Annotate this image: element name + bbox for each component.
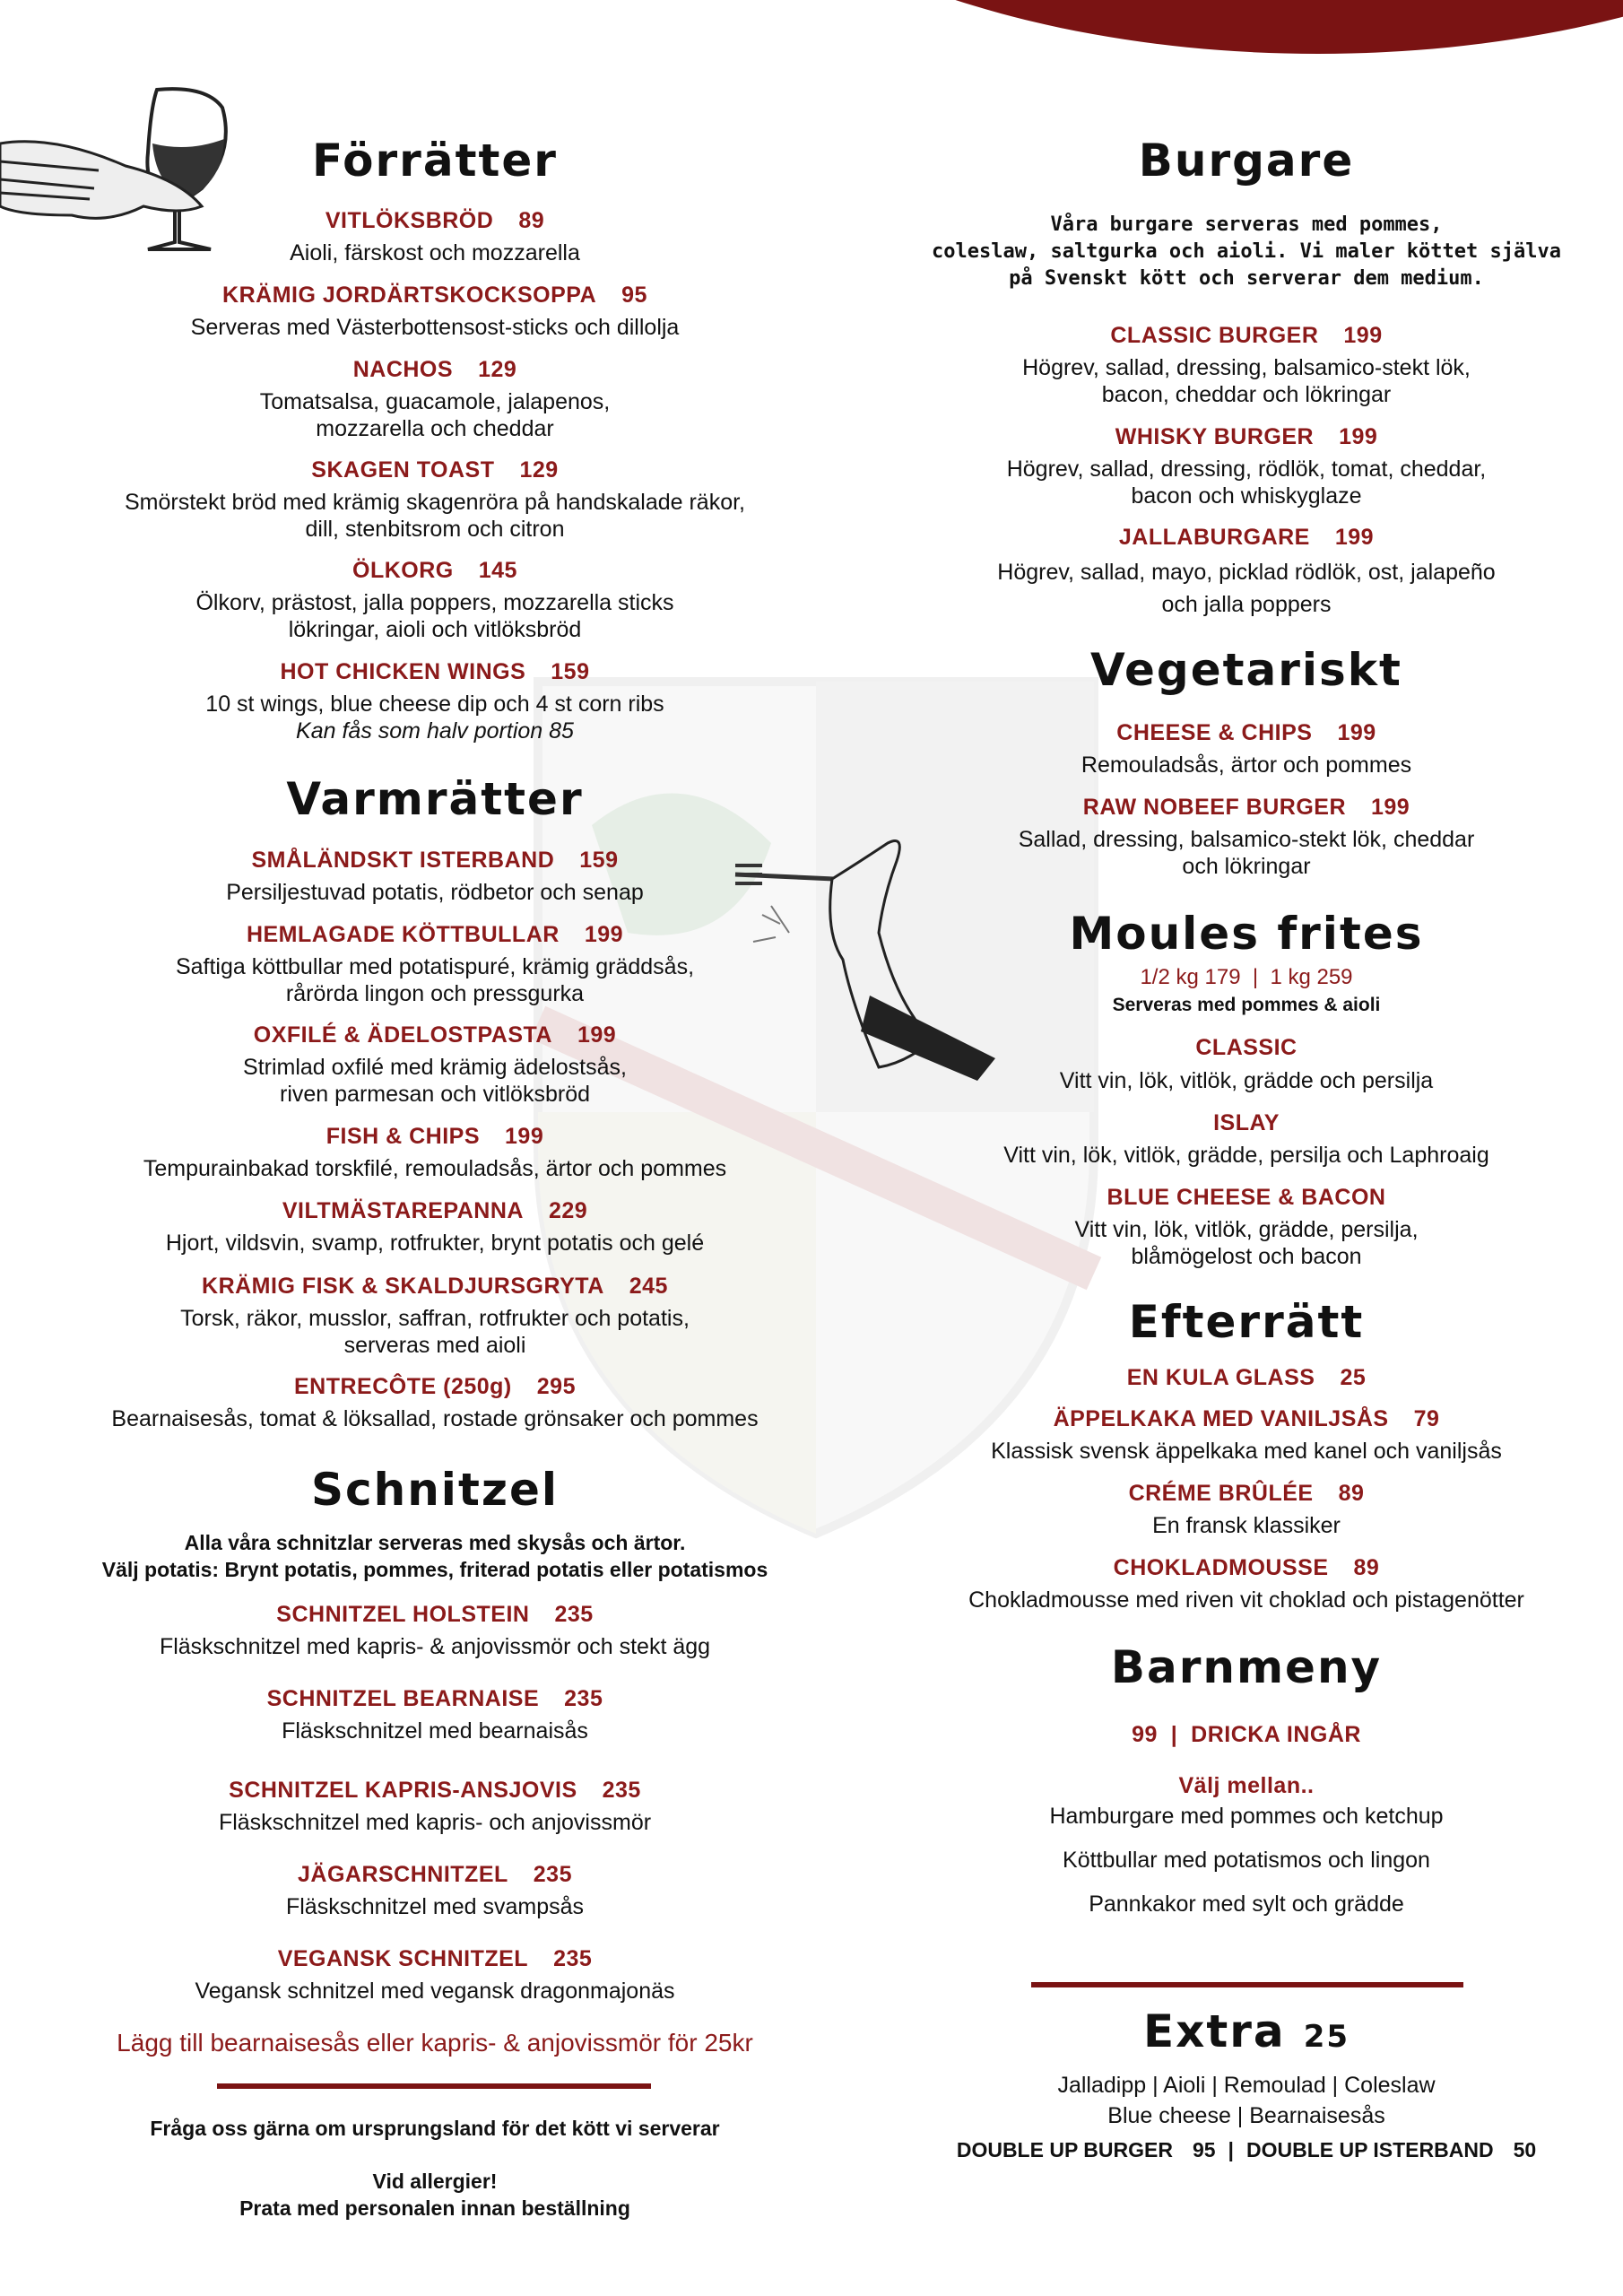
menu-item-desc: Fläskschnitzel med svampsås — [285, 1894, 585, 1919]
menu-item-desc: Hjort, vildsvin, svamp, rotfrukter, brynt potatis och gelé — [165, 1231, 705, 1256]
menu-item-name: KRÄMIG JORDÄRTSKOCKSOPPA 95 — [222, 283, 647, 308]
menu-item-name: CLASSIC BURGER 199 — [1110, 323, 1383, 348]
menu-item-desc: Vitt vin, lök, vitlök, grädde, persilja och Laphroaig — [1003, 1143, 1489, 1168]
menu-item-name: FISH & CHIPS 199 — [325, 1124, 544, 1149]
menu-item-name: CLASSIC — [1195, 1035, 1298, 1060]
menu-item-name: EN KULA GLASS 25 — [1126, 1365, 1367, 1390]
efterratt-heading: Efterrätt — [1128, 1296, 1365, 1348]
menu-item-desc: Chokladmousse med riven vit choklad och pistagenötter — [968, 1587, 1524, 1613]
menu-item-desc: Vitt vin, lök, vitlök, grädde, persilja, blåmögelost och bacon — [1074, 1217, 1419, 1269]
menu-item-desc: Ölkorv, prästost, jalla poppers, mozzarella sticks lökringar, aioli och vitlöksbröd — [195, 590, 674, 642]
menu-item-name: BLUE CHEESE & BACON — [1107, 1185, 1386, 1210]
menu-item-name: SMÅLÄNDSKT ISTERBAND 159 — [251, 848, 619, 873]
menu-item-name: ENTRECÔTE (250g) 295 — [294, 1374, 576, 1399]
menu-item-desc: Högrev, sallad, dressing, balsamico-stekt lök, bacon, cheddar och lökringar — [1022, 355, 1471, 407]
schnitzel-addon-note: Lägg till bearnaisesås eller kapris- & anjovissmör för 25kr — [117, 2029, 753, 2057]
menu-item-desc: Fläskschnitzel med bearnaisås — [282, 1718, 588, 1744]
menu-item-name: NACHOS 129 — [352, 357, 517, 382]
extra-heading: Extra 25 — [1142, 2005, 1350, 2057]
menu-item-name: ISLAY — [1213, 1110, 1280, 1135]
menu-item-desc: Vitt vin, lök, vitlök, grädde och persilja — [1059, 1068, 1434, 1093]
menu-item-name: JALLABURGARE 199 — [1118, 525, 1375, 550]
vegetariskt-heading: Vegetariskt — [1090, 644, 1402, 696]
moules-heading: Moules frites — [1069, 908, 1424, 960]
menu-item-desc: Högrev, sallad, dressing, rödlök, tomat, cheddar, bacon och whiskyglaze — [1006, 457, 1487, 509]
schnitzel-heading: Schnitzel — [310, 1464, 560, 1516]
menu-item-name: SCHNITZEL KAPRIS-ANSJOVIS 235 — [229, 1778, 641, 1803]
menu-item-desc: Fläskschnitzel med kapris- & anjovissmör och stekt ägg — [159, 1634, 711, 1659]
divider — [1031, 1982, 1463, 1987]
moules-prices: 1/2 kg 179 | 1 kg 259 — [1140, 965, 1353, 989]
menu-item-name: SCHNITZEL HOLSTEIN 235 — [276, 1602, 594, 1627]
menu-item-desc: Saftiga köttbullar med potatispuré, krämig gräddsås, rårörda lingon och pressgurka — [175, 954, 695, 1006]
menu-item-name: ÖLKORG 145 — [352, 558, 517, 583]
menu-item-desc: Aioli, färskost och mozzarella — [290, 240, 580, 265]
varmratter-heading: Varmrätter — [286, 773, 584, 825]
menu-item-desc: Remouladsås, ärtor och pommes — [1081, 752, 1412, 778]
origin-note: Fråga oss gärna om ursprungsland för det kött vi serverar — [150, 2117, 720, 2140]
menu-item-name: ÄPPELKAKA MED VANILJSÅS 79 — [1053, 1406, 1440, 1431]
menu-item-name: VITLÖKSBRÖD 89 — [325, 208, 545, 233]
menu-item-name: JÄGARSCHNITZEL 235 — [297, 1862, 572, 1887]
menu-item-desc: Klassisk svensk äppelkaka med kanel och vaniljsås — [991, 1439, 1502, 1464]
menu-item-note: Kan fås som halv portion 85 — [296, 718, 574, 744]
barnmeny-price: 99 | DRICKA INGÅR — [1132, 1722, 1361, 1747]
menu-item-name: VILTMÄSTAREPANNA 229 — [282, 1198, 588, 1223]
top-banner-arc — [646, 0, 1623, 54]
menu-item-name: RAW NOBEEF BURGER 199 — [1082, 795, 1410, 820]
barnmeny-option: Pannkakor med sylt och grädde — [1089, 1892, 1404, 1917]
menu-item-name: HOT CHICKEN WINGS 159 — [280, 659, 590, 684]
menu-item-name: CHOKLADMOUSSE 89 — [1113, 1555, 1380, 1580]
barnmeny-heading: Barnmeny — [1110, 1641, 1383, 1693]
menu-item-name: HEMLAGADE KÖTTBULLAR 199 — [246, 922, 624, 947]
menu-item-desc: Smörstekt bröd med krämig skagenröra på handskalade räkor, dill, stenbitsrom och citron — [124, 490, 746, 542]
barnmeny-option: Köttbullar med potatismos och lingon — [1063, 1848, 1430, 1873]
menu-item-name: SCHNITZEL BEARNAISE 235 — [266, 1686, 603, 1711]
barnmeny-choose: Välj mellan.. — [1178, 1773, 1315, 1798]
burgare-heading: Burgare — [1138, 135, 1355, 187]
allergy-note: Vid allergier! Prata med personalen innan beställning — [239, 2170, 630, 2220]
menu-item-name: SKAGEN TOAST 129 — [311, 457, 559, 483]
extra-line1: Jalladipp | Aioli | Remoulad | Coleslaw — [1057, 2073, 1436, 2098]
menu-item-desc: Bearnaisesås, tomat & löksallad, rostade grönsaker och pommes — [111, 1406, 759, 1431]
menu-item-desc: Sallad, dressing, balsamico-stekt lök, cheddar och lökringar — [1018, 827, 1475, 879]
menu-item-desc: En fransk klassiker — [1152, 1513, 1341, 1538]
menu-item-desc: Strimlad oxfilé med krämig ädelostsås, riven parmesan och vitlöksbröd — [243, 1055, 627, 1107]
menu-item-desc: Fläskschnitzel med kapris- och anjovissmör — [218, 1810, 652, 1835]
menu-item-desc: Vegansk schnitzel med vegansk dragonmajonäs — [195, 1979, 675, 2004]
menu-item-name: CHEESE & CHIPS 199 — [1116, 720, 1376, 745]
barnmeny-option: Hamburgare med pommes och ketchup — [1049, 1804, 1444, 1829]
schnitzel-intro: Alla våra schnitzlar serveras med skysås och ärtor. Välj potatis: Brynt potatis, pommes, friterad potatis eller potatismos — [101, 1531, 768, 1581]
moules-served: Serveras med pommes & aioli — [1112, 995, 1381, 1015]
menu-item-desc: Persiljestuvad potatis, rödbetor och senap — [226, 880, 644, 905]
burgare-intro: Våra burgare serveras med pommes, coleslaw, saltgurka och aioli. Vi maler köttet själva på Svenskt kött och serverar dem medium. — [932, 213, 1561, 290]
menu-item-name: CRÉME BRÛLÉE 89 — [1128, 1481, 1365, 1506]
menu-item-name: OXFILÉ & ÄDELOSTPASTA 199 — [253, 1022, 617, 1048]
menu-item-desc: Högrev, sallad, mayo, picklad rödlök, ost, jalapeño och jalla poppers — [997, 560, 1496, 617]
menu-item-name: WHISKY BURGER 199 — [1115, 424, 1378, 449]
forratter-heading: Förrätter — [312, 135, 558, 187]
menu-item-desc: Tomatsalsa, guacamole, jalapenos, mozzarella och cheddar — [259, 389, 611, 441]
double-up-line: DOUBLE UP BURGER 95 | DOUBLE UP ISTERBAND 50 — [956, 2138, 1537, 2161]
menu-item-desc: Torsk, räkor, musslor, saffran, rotfrukter och potatis, serveras med aioli — [180, 1306, 690, 1358]
menu-item-desc: Tempurainbakad torskfilé, remouladsås, ärtor och pommes — [143, 1156, 727, 1181]
divider — [217, 2083, 651, 2089]
menu-item-name: VEGANSK SCHNITZEL 235 — [277, 1946, 593, 1971]
extra-line2: Blue cheese | Bearnaisesås — [1107, 2103, 1385, 2128]
menu-item-desc: 10 st wings, blue cheese dip och 4 st corn ribs — [205, 691, 664, 717]
menu-item-desc: Serveras med Västerbottensost-sticks och dillolja — [190, 315, 680, 340]
menu-item-name: KRÄMIG FISK & SKALDJURSGRYTA 245 — [202, 1274, 668, 1299]
